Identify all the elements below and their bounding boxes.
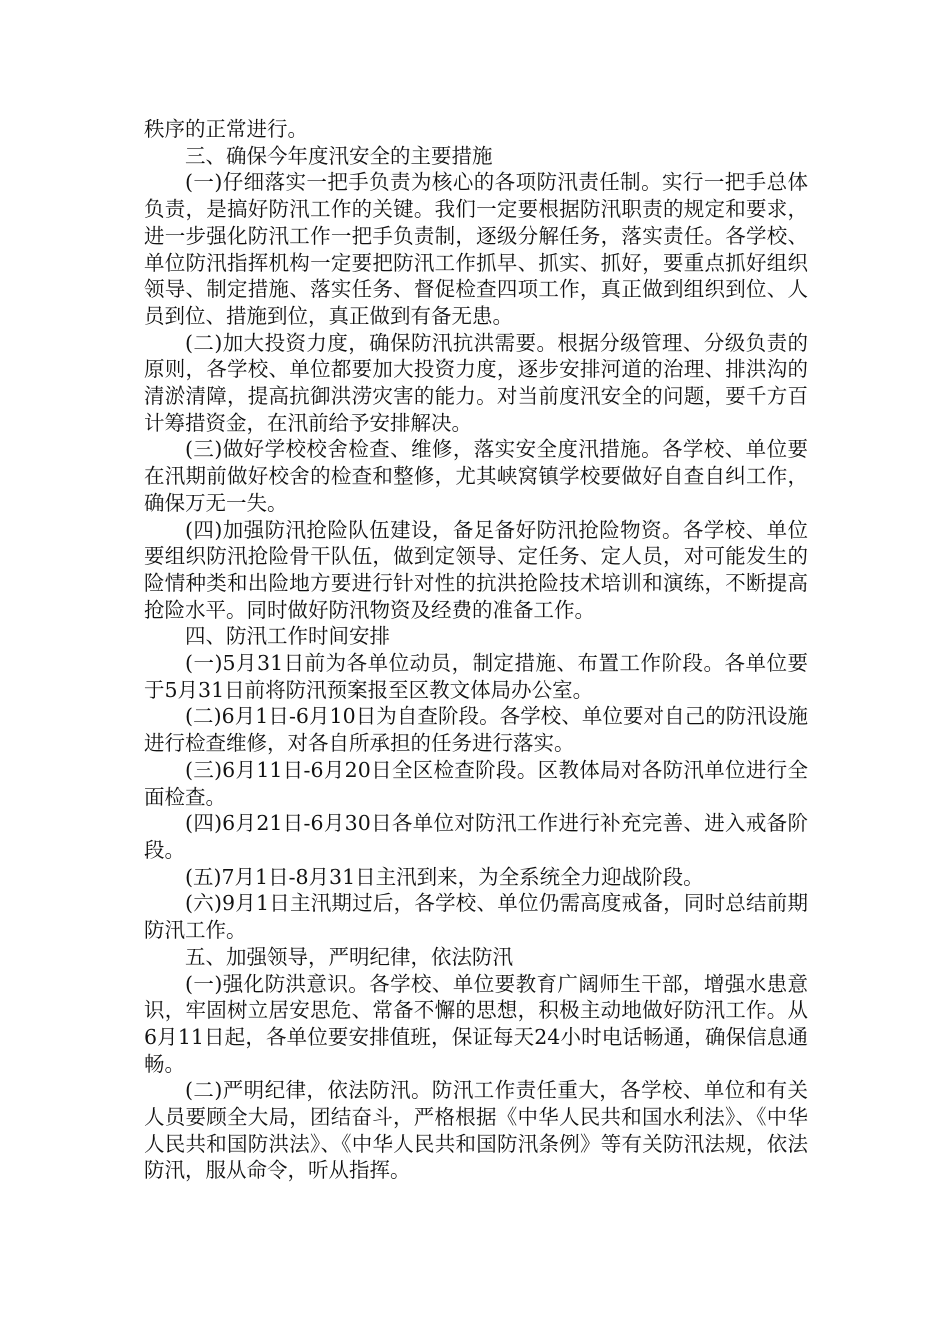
- paragraph-4-4: (四)6月21日-6月30日各单位对防汛工作进行补充完善、进入戒备阶段。: [144, 811, 808, 862]
- section-heading-5: 五、加强领导，严明纪律，依法防汛: [185, 944, 513, 969]
- paragraph-4-1: (一)5月31日前为各单位动员，制定措施、布置工作阶段。各单位要于5月31日前将防汛预案报至区教文体局办公室。: [144, 651, 808, 702]
- paragraph-3-1: (一)仔细落实一把手负责为核心的各项防汛责任制。实行一把手总体负责，是搞好防汛工作的关键。我们一定要根据防汛职责的规定和要求，进一步强化防汛工作一把手负责制，逐级分解任务，落实责任。各学校、单位防汛指挥机构一定要把防汛工作抓早、抓实、抓好，要重点抓好组织领导、制定措施、落实任务、督促检查四项工作，真正做到组织到位、人员到位、措施到位，真正做到有备无患。: [144, 170, 808, 328]
- section-heading-4: 四、防汛工作时间安排: [185, 624, 390, 649]
- paragraph-continuation: 秩序的正常进行。: [144, 117, 308, 141]
- paragraph-5-2: (二)严明纪律，依法防汛。防汛工作责任重大，各学校、单位和有关人员要顾全大局，团结奋斗，严格根据《中华人民共和国水利法》、《中华人民共和国防洪法》、《中华人民共和国防汛条例》等有关防汛法规，依法防汛，服从命令，听从指挥。: [144, 1078, 808, 1183]
- paragraph-3-4: (四)加强防汛抢险队伍建设，备足备好防汛抢险物资。各学校、单位要组织防汛抢险骨干队伍，做到定领导、定任务、定人员，对可能发生的险情种类和出险地方要进行针对性的抗洪抢险技术培训和演练，不断提高抢险水平。同时做好防汛物资及经费的准备工作。: [144, 517, 808, 622]
- section-heading-3: 三、确保今年度汛安全的主要措施: [185, 143, 493, 168]
- paragraph-4-6: (六)9月1日主汛期过后，各学校、单位仍需高度戒备，同时总结前期防汛工作。: [144, 891, 808, 943]
- document-page: [144, 116, 808, 1184]
- paragraph-3-2: (二)加大投资力度，确保防汛抗洪需要。根据分级管理、分级负责的原则，各学校、单位都要加大投资力度，逐步安排河道的治理、排洪沟的清淤清障，提高抗御洪涝灾害的能力。对当前度汛安全的问题，要千方百计筹措资金，在汛前给予安排解决。: [144, 330, 808, 435]
- paragraph-5-1: (一)强化防洪意识。各学校、单位要教育广阔师生干部，增强水患意识，牢固树立居安思危、常备不懈的思想，积极主动地做好防汛工作。从6月11日起，各单位要安排值班，保证每天24小时电话畅通，确保信息通畅。: [144, 971, 808, 1076]
- paragraph-4-5: (五)7月1日-8月31日主汛到来，为全系统全力迎战阶段。: [185, 864, 704, 889]
- paragraph-4-2: (二)6月1日-6月10日为自查阶段。各学校、单位要对自己的防汛设施进行检查维修，对各自所承担的任务进行落实。: [144, 704, 808, 756]
- paragraph-3-3: (三)做好学校校舍检查、维修，落实安全度汛措施。各学校、单位要在汛期前做好校舍的检查和整修，尤其峡窝镇学校要做好自查自纠工作，确保万无一失。: [144, 437, 808, 515]
- paragraph-4-3: (三)6月11日-6月20日全区检查阶段。区教体局对各防汛单位进行全面检查。: [144, 757, 808, 809]
